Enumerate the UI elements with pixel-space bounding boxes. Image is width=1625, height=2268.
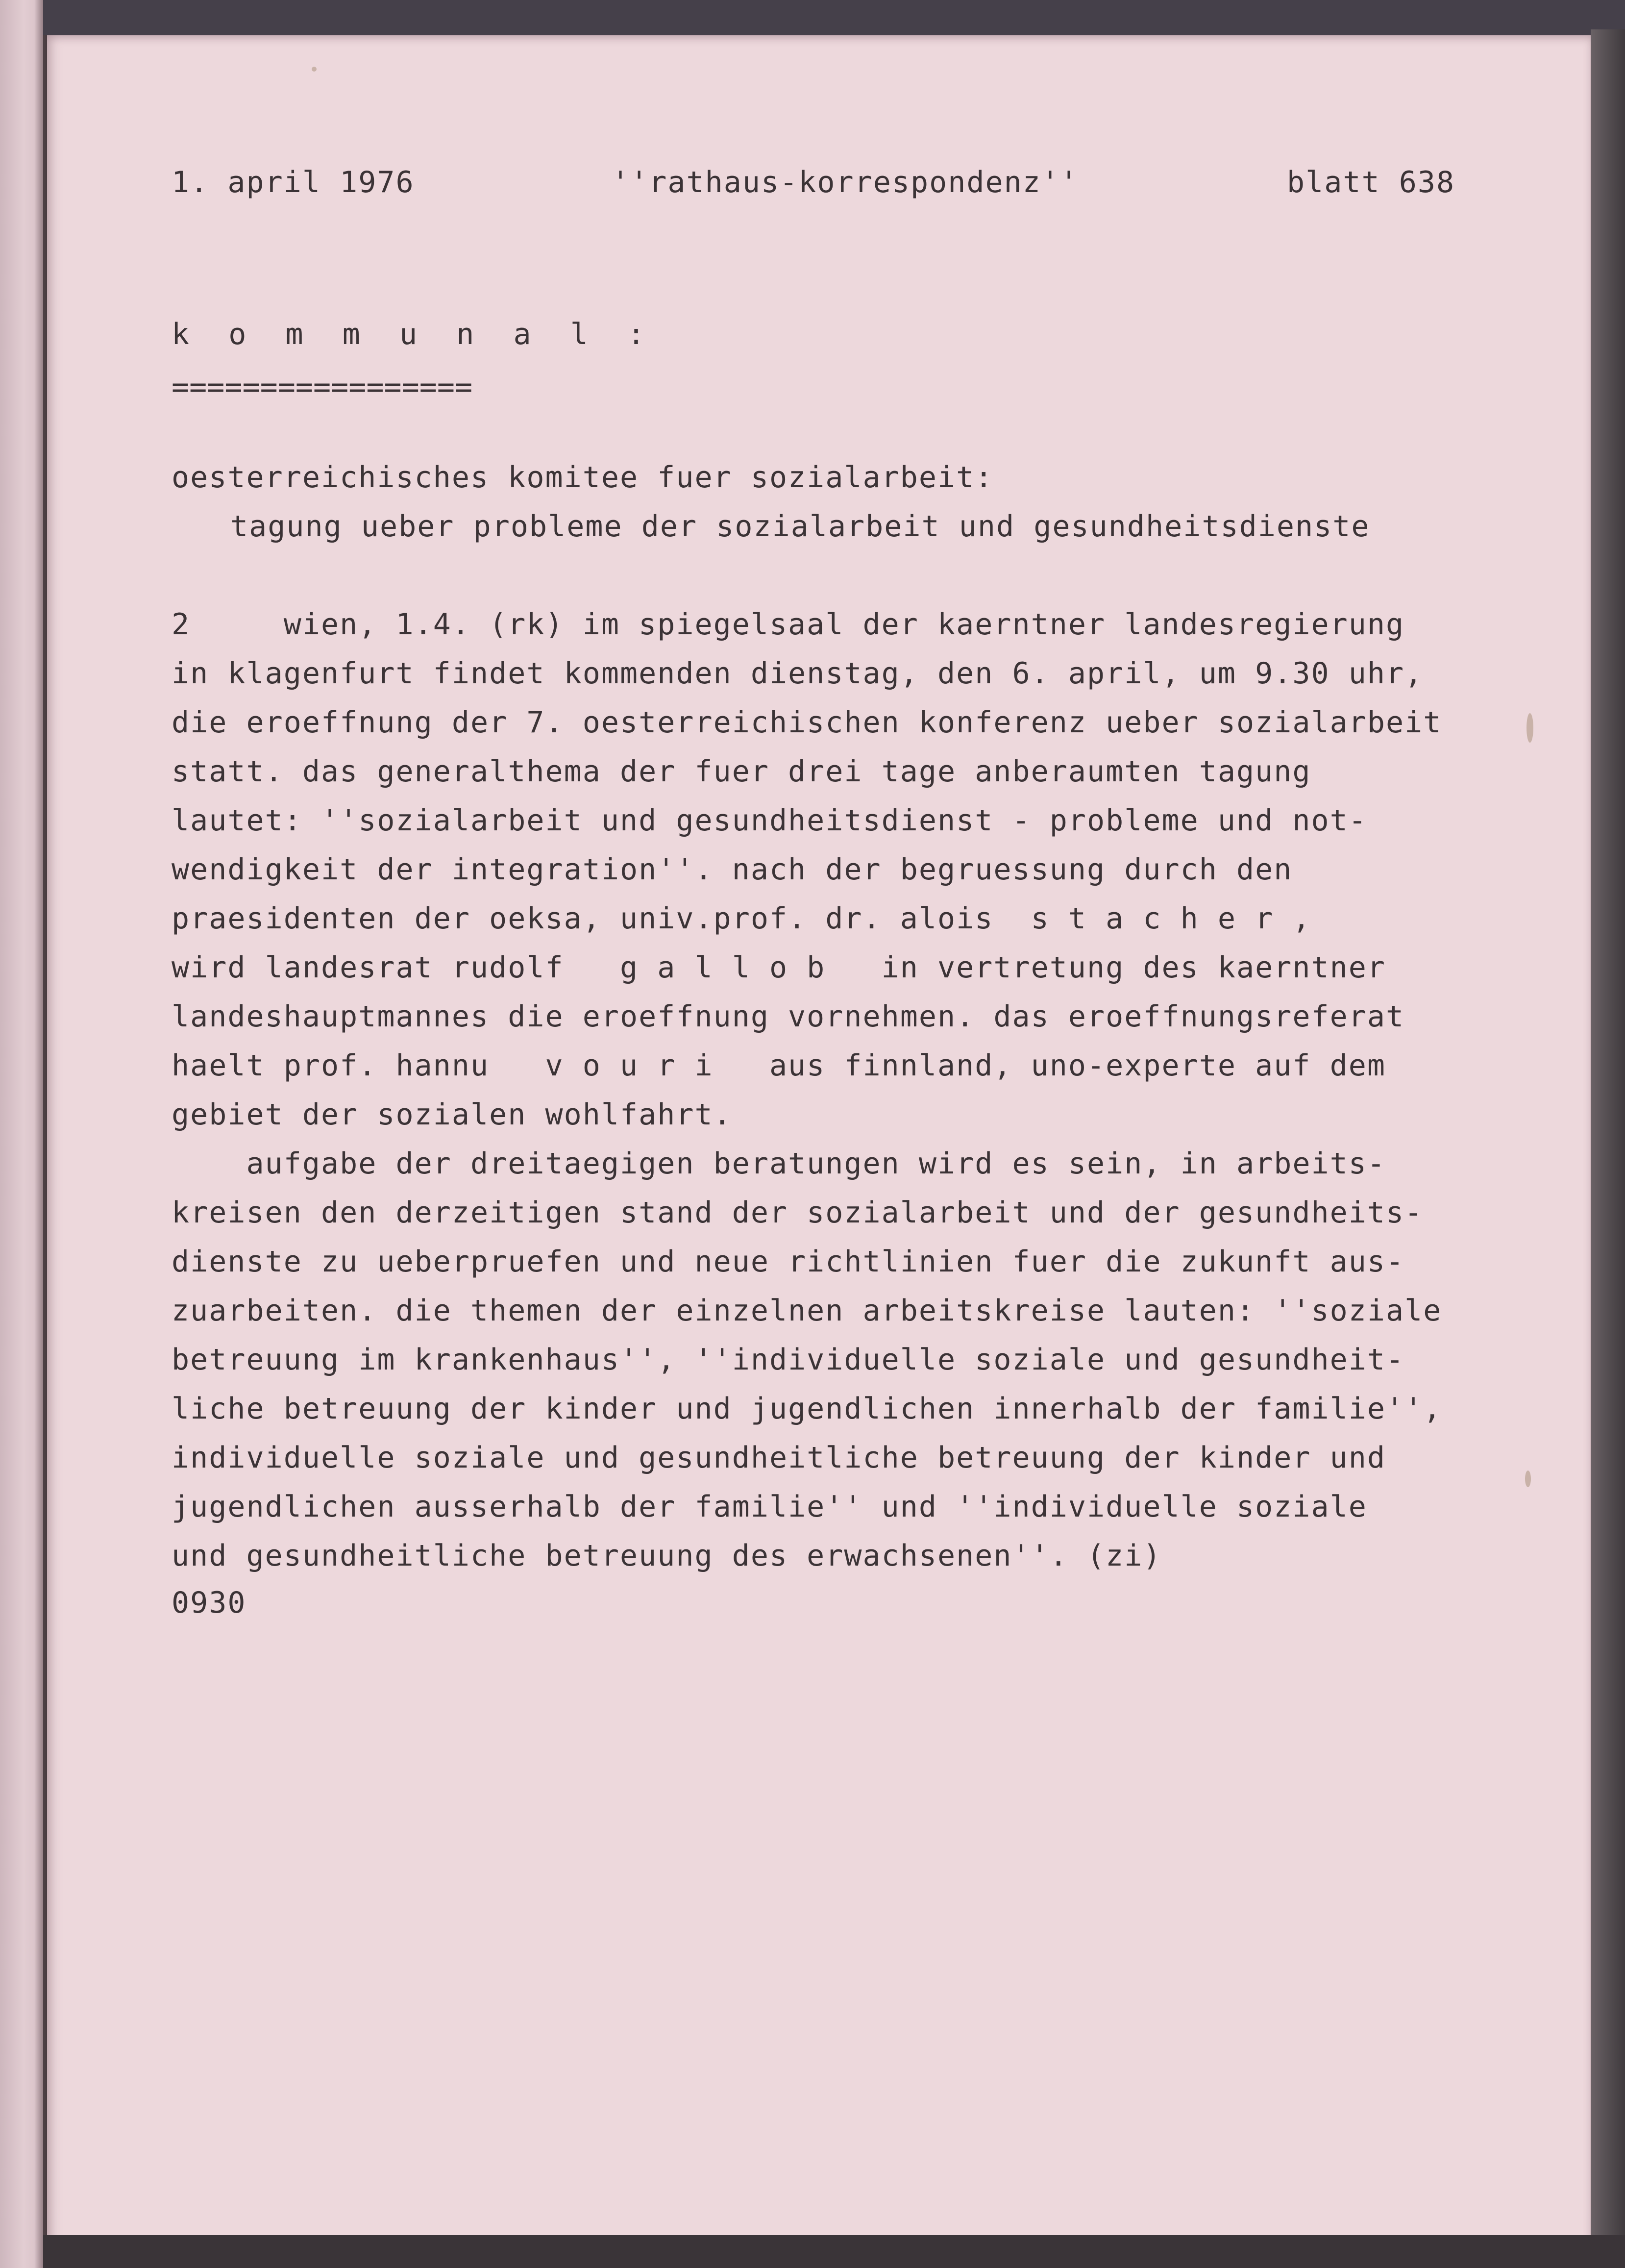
headline-line-2: tagung ueber probleme der sozialarbeit und gesundheitsdienste: [230, 509, 1370, 544]
body-line: die eroeffnung der 7. oesterreichischen konferenz ueber sozialarbeit: [172, 705, 1442, 740]
scan-background-right: [1591, 29, 1625, 2268]
body-line: lautet: ''sozialarbeit und gesundheitsdienst - probleme und not-: [172, 803, 1367, 838]
scan-background-top: [43, 0, 1625, 35]
body-line: jugendlichen ausserhalb der familie'' und ''individuelle soziale: [172, 1490, 1367, 1524]
header-date: 1. april 1976: [172, 165, 415, 199]
section-title: k o m m u n a l :: [172, 317, 656, 351]
release-time-code: 0930: [172, 1586, 246, 1620]
paper-stain: [312, 67, 317, 72]
body-line: wendigkeit der integration''. nach der begruessung durch den: [172, 852, 1293, 887]
scan-background-bottom: [43, 2235, 1625, 2268]
body-line: praesidenten der oeksa, univ.prof. dr. alois s t a c h e r ,: [172, 901, 1311, 936]
body-line: kreisen den derzeitigen stand der sozialarbeit und der gesundheits-: [172, 1196, 1424, 1230]
body-line: betreuung im krankenhaus'', ''individuelle soziale und gesundheit-: [172, 1343, 1405, 1377]
body-line: liche betreuung der kinder und jugendlichen innerhalb der familie'',: [172, 1392, 1442, 1426]
body-line: dienste zu ueberpruefen und neue richtlinien fuer die zukunft aus-: [172, 1245, 1405, 1279]
body-line: statt. das generalthema der fuer drei tage anberaumten tagung: [172, 754, 1311, 789]
body-line: haelt prof. hannu v o u r i aus finnland, uno-experte auf dem: [172, 1048, 1386, 1083]
body-line: in klagenfurt findet kommenden dienstag, den 6. april, um 9.30 uhr,: [172, 656, 1424, 691]
paper-stain: [1525, 1470, 1531, 1487]
body-line: 2 wien, 1.4. (rk) im spiegelsaal der kaerntner landesregierung: [172, 607, 1405, 642]
header-publication: ''rathaus-korrespondenz'': [612, 165, 1079, 199]
body-line: landeshauptmannes die eroeffnung vornehmen. das eroeffnungsreferat: [172, 999, 1405, 1034]
body-line: und gesundheitliche betreuung des erwachsenen''. (zi): [172, 1539, 1162, 1573]
body-line: individuelle soziale und gesundheitliche betreuung der kinder und: [172, 1441, 1386, 1475]
section-underline: =================: [172, 370, 473, 404]
body-line: wird landesrat rudolf g a l l o b in vertretung des kaerntner: [172, 950, 1386, 985]
header-sheet-number: blatt 638: [1287, 165, 1455, 199]
body-line: zuarbeiten. die themen der einzelnen arbeitskreise lauten: ''soziale: [172, 1294, 1442, 1328]
paper-stain: [1527, 713, 1533, 743]
body-line: gebiet der sozialen wohlfahrt.: [172, 1097, 732, 1132]
headline-line-1: oesterreichisches komitee fuer sozialarbeit:: [172, 460, 994, 495]
body-line: aufgabe der dreitaegigen beratungen wird es sein, in arbeits-: [172, 1146, 1386, 1181]
